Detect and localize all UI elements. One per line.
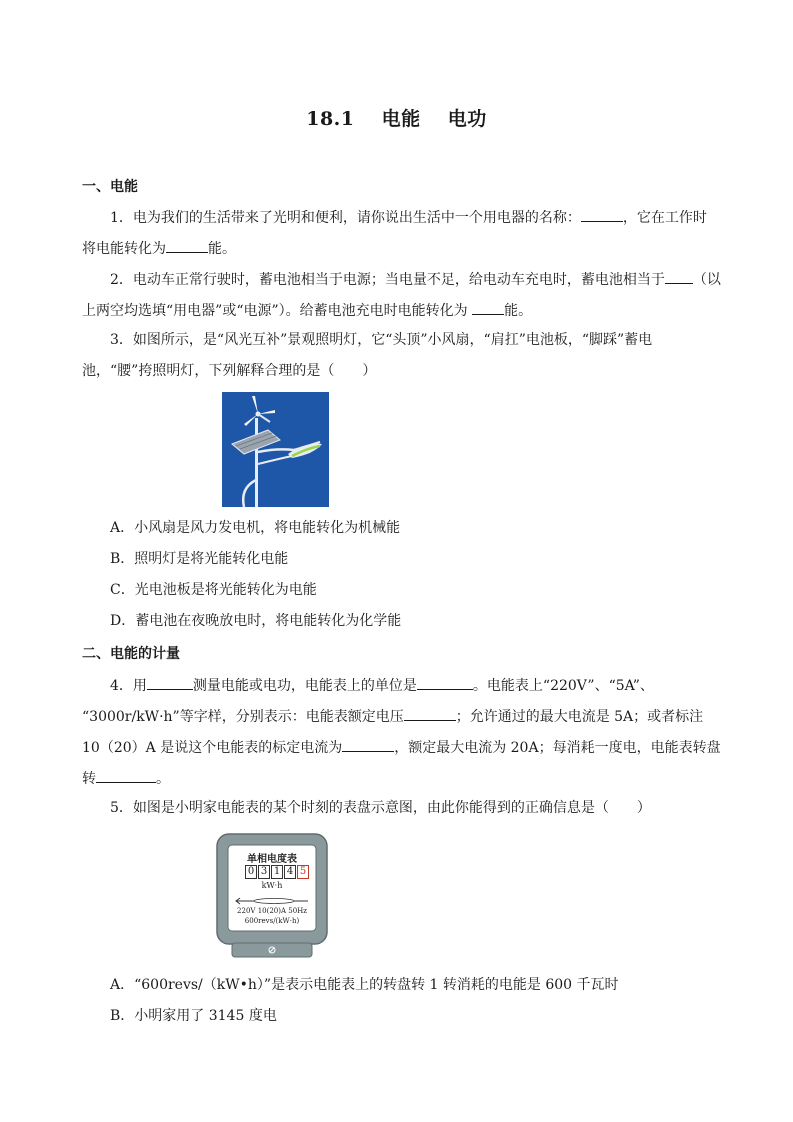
meter-digit-decimal: 5: [297, 865, 309, 879]
q3-option-b[interactable]: B．照明灯是将光能转化电能: [110, 551, 289, 567]
meter-digit: 1: [271, 865, 283, 879]
meter-unit: kW·h: [261, 881, 283, 890]
question-4-line-1: [110, 675, 654, 695]
q3-option-d[interactable]: D．蓄电池在夜晚放电时，将电能转化为化学能: [110, 613, 402, 629]
title-part2: 电功: [447, 108, 487, 130]
meter-spec-2: 600revs/(kW·h): [244, 917, 300, 925]
q5-option-a[interactable]: A．“600revs/（kW•h）”是表示电能表上的转盘转 1 转消耗的电能是 600 千瓦时: [110, 977, 619, 993]
section-heading-2: 二、电能的计量: [82, 646, 180, 662]
q4-text-b2: ；允许通过的最大电流是 5A；或者标注: [455, 709, 704, 725]
lamp-pole: [255, 418, 258, 507]
q4-blank-5[interactable]: [96, 768, 156, 783]
q4-text-a3: 。电能表上“220V”、“5A”、: [472, 678, 654, 694]
meter-digit: 4: [284, 865, 296, 879]
meter-digit: 0: [245, 865, 257, 879]
q1-text-b: ，它在工作时: [622, 210, 707, 226]
wind-solar-lamp-figure: [222, 392, 329, 507]
q2-text-d: 能。: [504, 303, 533, 319]
q4-blank-3[interactable]: [404, 706, 456, 721]
q2-text-a: 2．电动车正常行驶时，蓄电池相当于电源；当电量不足，给电动车充电时，蓄电池相当于: [110, 272, 665, 288]
question-2-line-1: [110, 269, 721, 289]
q2-text-b: （以: [692, 272, 721, 288]
page-title: [0, 104, 793, 131]
q4-text-a1: 4．用: [110, 678, 147, 694]
q1-text-c: 将电能转化为: [82, 241, 166, 257]
q4-text-d2: 。: [156, 771, 170, 787]
question-4-line-3: [82, 737, 721, 757]
q4-text-c1: 10（20）A 是说这个电能表的标定电流为: [82, 740, 343, 756]
title-part1: 电能: [381, 108, 421, 130]
electric-meter-figure: [214, 833, 330, 959]
meter-title: 单相电度表: [247, 854, 297, 865]
q2-text-c: 上两空均选填“用电器”或“电源”）。给蓄电池充电时电能转化为: [82, 303, 468, 319]
q4-text-a2: 测量电能或电功，电能表上的单位是: [192, 678, 417, 694]
q4-text-c2: ，额定最大电流为 20A；每消耗一度电，电能表转盘: [394, 740, 721, 756]
q3-option-a[interactable]: A．小风扇是风力发电机，将电能转化为机械能: [110, 520, 401, 536]
q4-text-d1: 转: [82, 771, 96, 787]
section-heading-1: 一、电能: [82, 179, 138, 195]
title-number: 18.1: [306, 108, 355, 130]
q2-blank-2[interactable]: [472, 300, 504, 315]
question-5-line-1: 5．如图是小明家电能表的某个时刻的表盘示意图，由此你能得到的正确信息是（ ）: [110, 800, 651, 816]
q3-option-c[interactable]: C．光电池板是将光能转化为电能: [110, 582, 317, 598]
q4-blank-4[interactable]: [342, 737, 394, 752]
meter-spec-1: 220V 10(20)A 50Hz: [237, 907, 307, 915]
q1-blank-1[interactable]: [581, 207, 623, 222]
question-2-line-2: [82, 300, 532, 320]
question-1-line-2: [82, 238, 236, 258]
q1-text-a: 1．电为我们的生活带来了光明和便利，请你说出生活中一个用电器的名称：: [110, 210, 581, 226]
q4-blank-1[interactable]: [147, 675, 193, 690]
q1-blank-2[interactable]: [166, 238, 208, 253]
question-3-line-2: 池，“腰”挎照明灯，下列解释合理的是（ ）: [82, 363, 377, 379]
question-1-line-1: [110, 207, 707, 227]
q4-text-b1: “3000r/kW·h”等字样，分别表示：电能表额定电压: [82, 709, 404, 725]
meter-digits: [245, 865, 309, 879]
q5-option-b[interactable]: B．小明家用了 3145 度电: [110, 1008, 277, 1024]
q4-blank-2[interactable]: [417, 675, 473, 690]
question-4-line-2: [82, 706, 703, 726]
question-3-line-1: 3．如图所示，是“风光互补”景观照明灯，它“头顶”小风扇，“肩扛”电池板，“脚踩”蓄电: [110, 332, 653, 348]
q2-blank-1[interactable]: [665, 269, 693, 284]
meter-digit: 3: [258, 865, 270, 879]
q1-text-d: 能。: [208, 241, 236, 257]
question-4-line-4: [82, 768, 170, 788]
